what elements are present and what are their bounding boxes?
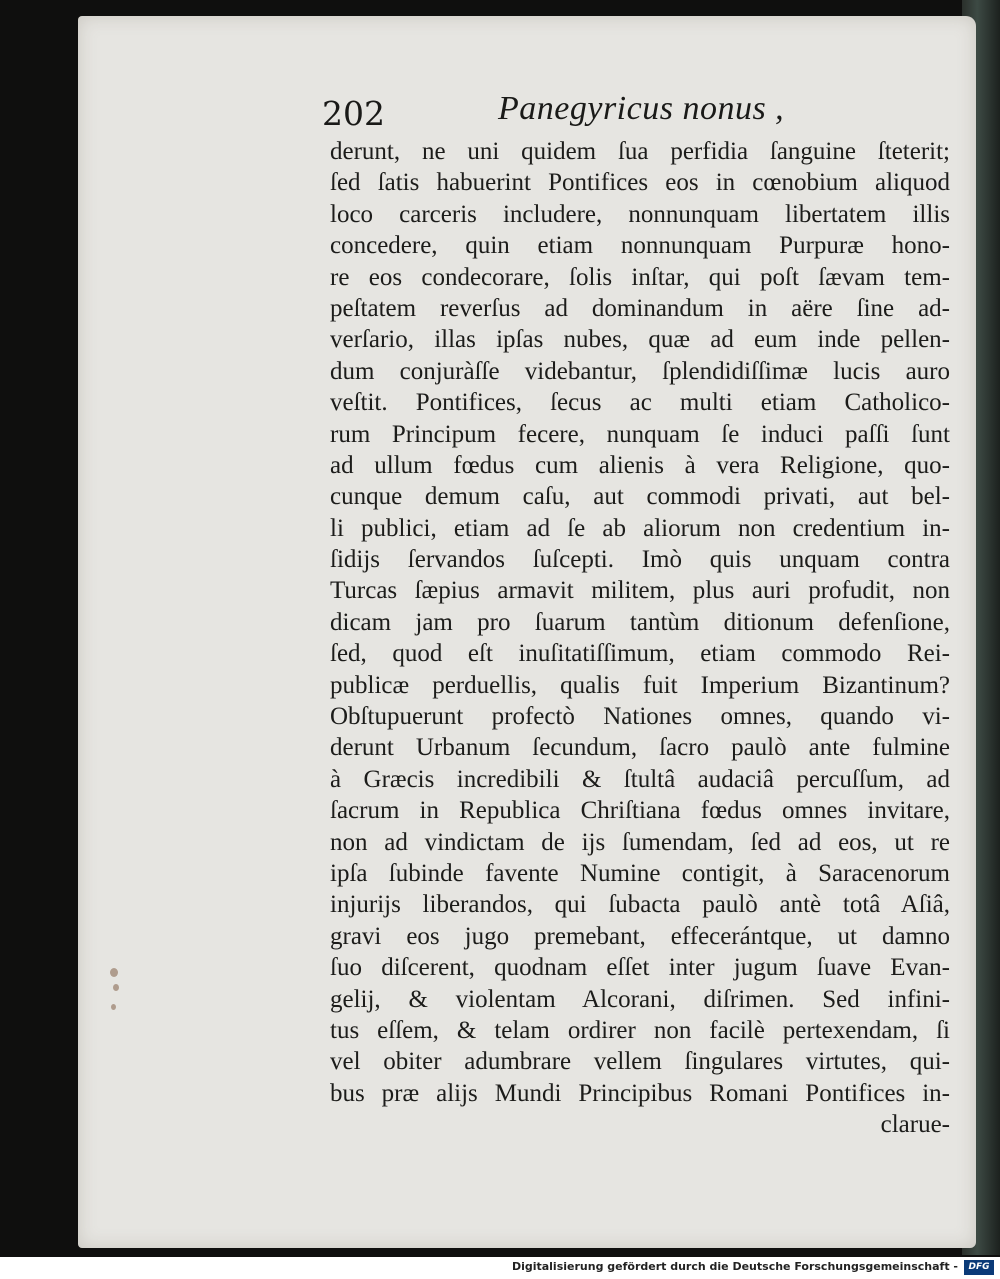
text-line: veſtit. Pontifices, ſecus ac multi etiam Catholico- bbox=[330, 389, 950, 417]
text-line: tus eſſem, & telam ordirer non facilè pertexendam, ſi bbox=[330, 1016, 950, 1044]
text-line: li publici, etiam ad ſe ab aliorum non credentium in- bbox=[330, 514, 950, 542]
text-line: gravi eos jugo premebant, effecerántque, ut damno bbox=[330, 922, 950, 950]
catchword: clarue- bbox=[880, 1111, 950, 1139]
text-line: re eos condecorare, ſolis inſtar, qui poſt ſævam tem- bbox=[330, 263, 950, 291]
text-line: injurijs liberandos, qui ſubacta paulò antè totâ Aſiâ, bbox=[330, 891, 950, 919]
footer-bar bbox=[0, 1257, 1000, 1279]
text-line: gelij, & violentam Alcorani, diſrimen. Sed infini- bbox=[330, 985, 950, 1013]
text-line: derunt Urbanum ſecundum, ſacro paulò ante fulmine bbox=[330, 734, 950, 762]
text-line: ſacrum in Republica Chriſtiana fœdus omnes invitare, bbox=[330, 797, 950, 825]
text-line: ſuo diſcerent, quodnam eſſet inter jugum ſuave Evan- bbox=[330, 954, 950, 982]
text-line: loco carceris includere, nonnunquam libertatem illis bbox=[330, 200, 950, 228]
text-line: ſed ſatis habuerint Pontifices eos in cœnobium aliquod bbox=[330, 169, 950, 197]
text-line: Turcas ſæpius armavit militem, plus auri profudit, non bbox=[330, 577, 950, 605]
text-line: bus præ alijs Mundi Principibus Romani Pontifices in- bbox=[330, 1079, 950, 1107]
text-line: derunt, ne uni quidem ſua perfidia ſanguine ſteterit; bbox=[330, 138, 950, 165]
text-line: Obſtupuerunt profectò Nationes omnes, quando vi- bbox=[330, 703, 950, 731]
funding-credit: Digitalisierung gefördert durch die Deutsche Forschungsgemeinschaft - bbox=[511, 1260, 958, 1273]
text-line: ſed, quod eſt inuſitatiſſimum, etiam commodo Rei- bbox=[330, 640, 950, 668]
text-line: concedere, quin etiam nonnunquam Purpuræ hono- bbox=[330, 232, 950, 260]
text-line: rum Principum fecere, nunquam ſe induci paſſi ſunt bbox=[330, 420, 950, 448]
text-line: ipſa ſubinde favente Numine contigit, à Saracenorum bbox=[330, 859, 950, 887]
text-line: dum conjuràſſe videbantur, ſplendidiſſimæ lucis auro bbox=[330, 357, 950, 385]
page-header bbox=[318, 90, 958, 136]
text-line: cunque demum caſu, aut commodi privati, aut bel- bbox=[330, 483, 950, 511]
body-text bbox=[330, 136, 950, 1141]
text-line: publicæ perduellis, qualis fuit Imperium Bizantinum? bbox=[330, 671, 950, 699]
text-line: peſtatem reverſus ad dominandum in aëre ſine ad- bbox=[330, 294, 950, 322]
text-line: vel obiter adumbrare vellem ſingulares virtutes, qui- bbox=[330, 1048, 950, 1076]
page-stain bbox=[110, 968, 118, 977]
page-stain bbox=[113, 984, 119, 991]
text-line: ad ullum fœdus cum alienis à vera Religione, quo- bbox=[330, 451, 950, 479]
page-stain bbox=[111, 1004, 116, 1010]
text-line: ſidijs ſervandos ſuſcepti. Imò quis unquam contra bbox=[330, 546, 950, 574]
page-number: 202 bbox=[322, 94, 385, 133]
text-line: dicam jam pro ſuarum tantùm ditionum defenſione, bbox=[330, 608, 950, 636]
running-title: Panegyricus nonus , bbox=[498, 90, 785, 127]
text-line: à Græcis incredibili & ſtultâ audaciâ percuſſum, ad bbox=[330, 765, 950, 793]
text-line: verſario, illas ipſas nubes, quæ ad eum inde pellen- bbox=[330, 326, 950, 354]
text-line: non ad vindictam de ijs ſumendam, ſed ad eos, ut re bbox=[330, 828, 950, 856]
dfg-logo[interactable]: DFG bbox=[964, 1260, 994, 1275]
